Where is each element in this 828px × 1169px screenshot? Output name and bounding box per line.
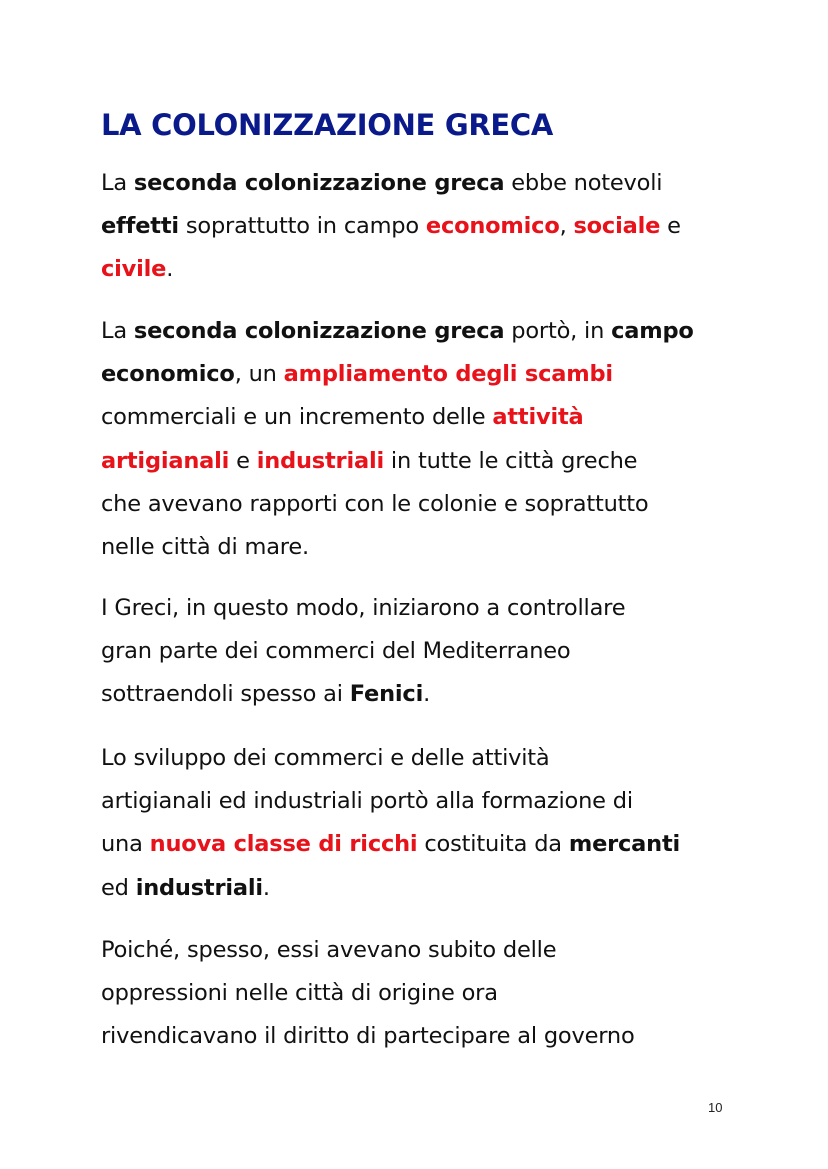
text-run: in tutte le città greche bbox=[383, 447, 638, 474]
paragraph-4 bbox=[101, 737, 680, 910]
text-line bbox=[101, 248, 681, 291]
bold-term: seconda colonizzazione greca bbox=[133, 318, 505, 344]
text-run: ed bbox=[101, 874, 136, 901]
text-run: La bbox=[101, 318, 134, 344]
paragraph-2 bbox=[101, 310, 694, 569]
text-run: . bbox=[423, 681, 431, 708]
text-line bbox=[101, 737, 680, 780]
text-run: Lo sviluppo dei commerci e delle attività bbox=[101, 745, 550, 771]
text-line bbox=[101, 396, 694, 439]
text-run: e bbox=[660, 213, 681, 240]
highlighted-term: sociale bbox=[573, 213, 661, 240]
text-run: portò, in bbox=[504, 318, 612, 344]
text-run: sottraendoli spesso ai bbox=[101, 681, 350, 708]
bold-term: effetti bbox=[101, 213, 179, 240]
bold-term: mercanti bbox=[568, 831, 681, 858]
highlighted-term: industriali bbox=[256, 447, 384, 474]
text-run: costituita da bbox=[417, 831, 569, 858]
text-run: rivendicavano il diritto di partecipare al governo bbox=[101, 1023, 635, 1050]
paragraph-5 bbox=[101, 929, 635, 1059]
page-title: LA COLONIZZAZIONE GRECA bbox=[101, 108, 554, 142]
text-run: artigianali ed industriali portò alla formazione di bbox=[101, 788, 633, 815]
highlighted-term: nuova classe di ricchi bbox=[149, 831, 418, 858]
text-run: una bbox=[101, 831, 150, 858]
text-run: , un bbox=[234, 361, 284, 388]
text-line bbox=[101, 1015, 635, 1058]
text-run: La bbox=[101, 170, 134, 196]
bold-term: economico bbox=[101, 361, 235, 388]
bold-term: campo bbox=[611, 318, 694, 344]
text-run: Poiché, spesso, essi avevano subito delle bbox=[101, 937, 557, 963]
text-line bbox=[101, 162, 681, 205]
text-line bbox=[101, 353, 694, 396]
text-line bbox=[101, 972, 635, 1015]
text-run: e bbox=[229, 447, 257, 474]
paragraph-3 bbox=[101, 587, 625, 717]
text-line bbox=[101, 823, 680, 866]
text-run: oppressioni nelle città di origine ora bbox=[101, 980, 498, 1007]
text-line bbox=[101, 587, 625, 630]
text-line bbox=[101, 780, 680, 823]
text-run: nelle città di mare. bbox=[101, 533, 309, 560]
text-line bbox=[101, 929, 635, 972]
page-number: 10 bbox=[708, 1100, 723, 1115]
text-line bbox=[101, 630, 625, 673]
text-run: . bbox=[166, 256, 174, 283]
text-run: ebbe notevoli bbox=[504, 170, 663, 196]
text-line bbox=[101, 483, 694, 526]
text-line bbox=[101, 205, 681, 248]
bold-term: Fenici bbox=[349, 681, 424, 708]
text-run: che avevano rapporti con le colonie e soprattutto bbox=[101, 490, 649, 517]
highlighted-term: civile bbox=[101, 256, 167, 283]
text-line bbox=[101, 310, 694, 353]
text-run: . bbox=[262, 874, 270, 901]
bold-term: seconda colonizzazione greca bbox=[133, 170, 505, 196]
text-line bbox=[101, 526, 694, 569]
text-run: , bbox=[559, 213, 574, 240]
bold-term: industriali bbox=[135, 874, 263, 901]
text-run: I Greci, in questo modo, iniziarono a controllare bbox=[101, 595, 626, 621]
text-run: soprattutto in campo bbox=[178, 213, 426, 240]
highlighted-term: ampliamento degli scambi bbox=[283, 361, 613, 388]
text-line bbox=[101, 440, 694, 483]
text-line bbox=[101, 867, 680, 910]
text-run: gran parte dei commerci del Mediterraneo bbox=[101, 638, 571, 665]
highlighted-term: economico bbox=[425, 213, 560, 240]
text-run: commerciali e un incremento delle bbox=[101, 404, 493, 431]
paragraph-1 bbox=[101, 162, 681, 292]
text-line bbox=[101, 673, 625, 716]
highlighted-term: artigianali bbox=[101, 447, 230, 474]
highlighted-term: attività bbox=[492, 404, 584, 431]
